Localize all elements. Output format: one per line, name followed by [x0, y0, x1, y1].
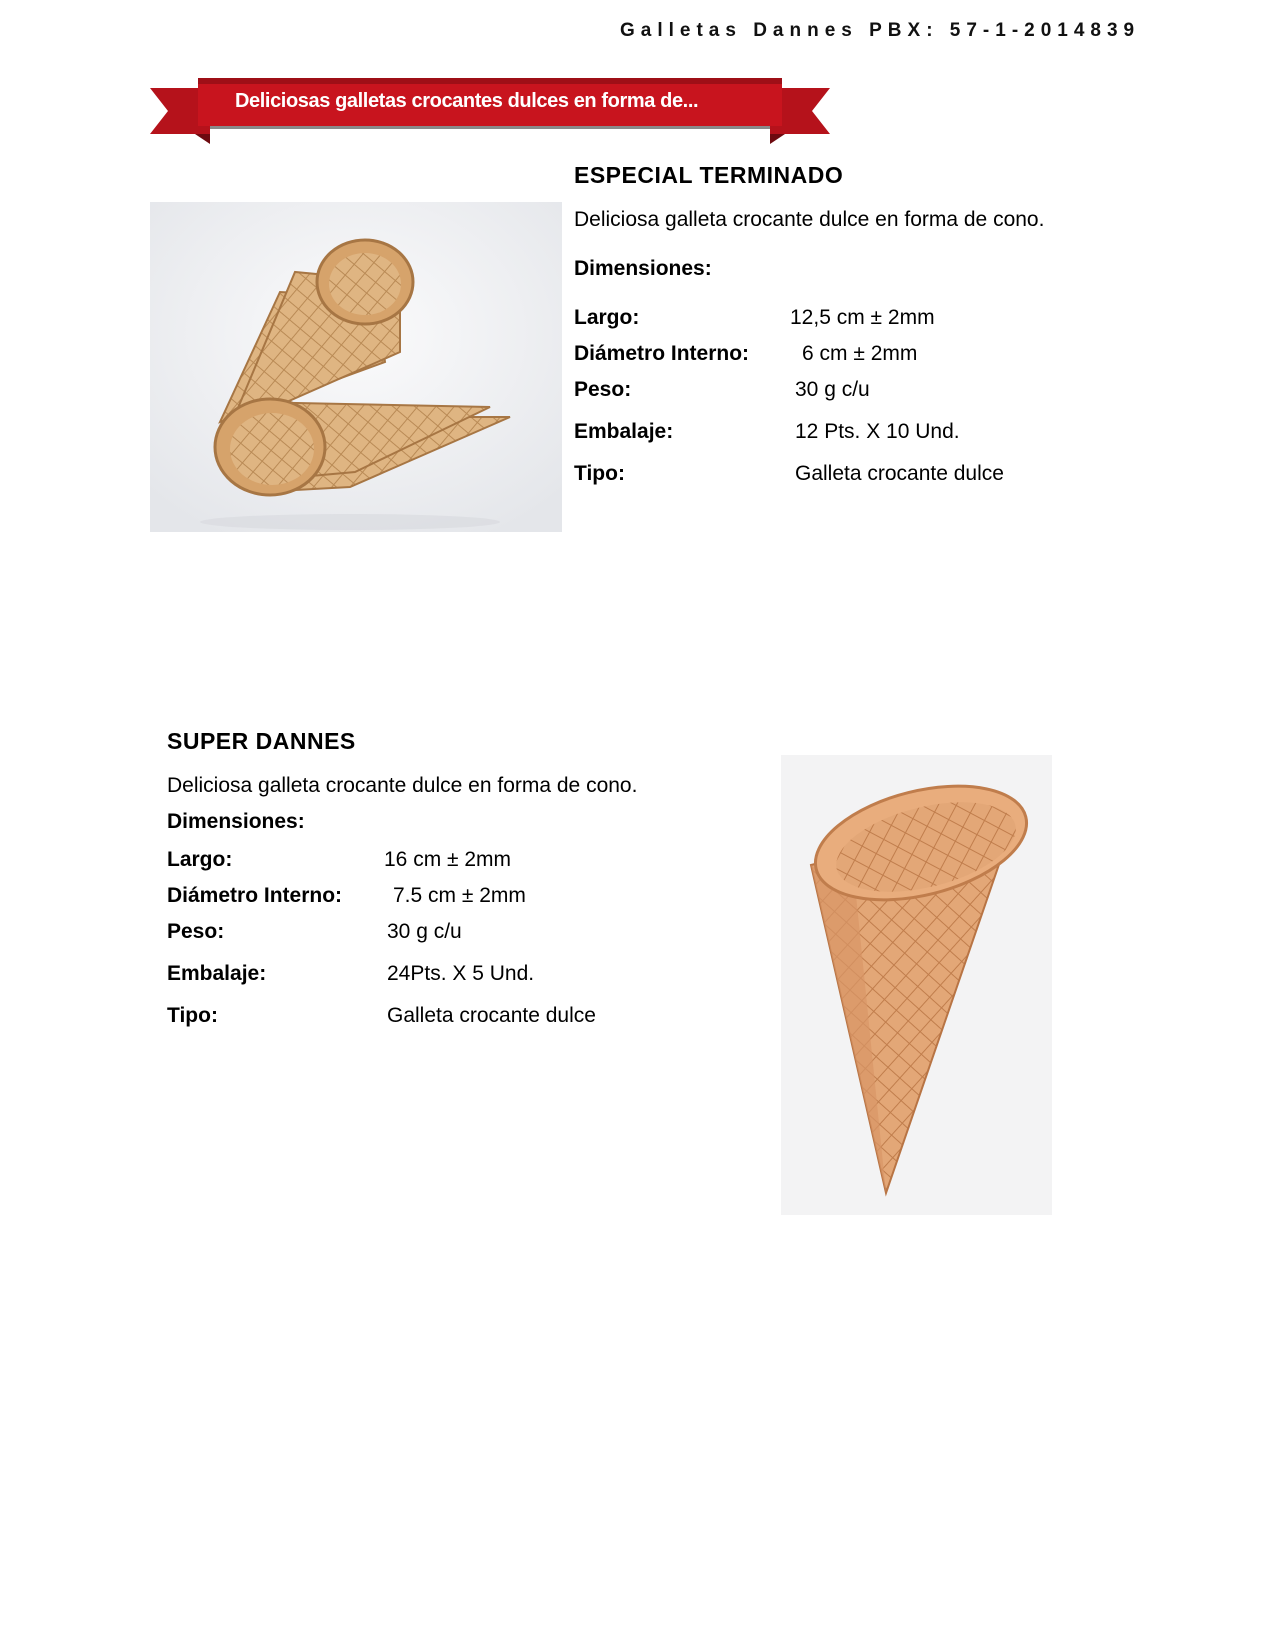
- spec-label-embalaje: Embalaje:: [574, 420, 674, 443]
- spec-value-peso-super: 30 g c/u: [387, 920, 462, 943]
- spec-label-largo: Largo:: [574, 306, 640, 329]
- title-banner: [150, 78, 830, 146]
- product-description-especial: Deliciosa galleta crocante dulce en forma de cono.: [574, 208, 1045, 231]
- spec-label-diametro-super: Diámetro Interno:: [167, 884, 343, 907]
- spec-value-peso: 30 g c/u: [795, 378, 870, 401]
- spec-label-tipo-super: Tipo:: [167, 1004, 218, 1027]
- banner-text: Deliciosas galletas crocantes dulces en forma de...: [235, 90, 699, 112]
- spec-label-embalaje-super: Embalaje:: [167, 962, 267, 985]
- spec-value-embalaje-super: 24Pts. X 5 Und.: [387, 962, 535, 985]
- spec-value-largo-super: 16 cm ± 2mm: [384, 848, 512, 871]
- spec-label-largo-super: Largo:: [167, 848, 233, 871]
- product-photo-especial: [150, 202, 562, 532]
- spec-value-diametro-super: 7.5 cm ± 2mm: [393, 884, 526, 907]
- spec-label-diametro: Diámetro Interno:: [574, 342, 750, 365]
- spec-value-tipo-super: Galleta crocante dulce: [387, 1004, 596, 1027]
- product-description-super: Deliciosa galleta crocante dulce en forma de cono.: [167, 774, 638, 797]
- product-title-especial: ESPECIAL TERMINADO: [574, 162, 844, 188]
- header-contact: Galletas Dannes PBX: 57-1-2014839: [620, 20, 1141, 41]
- spec-value-largo: 12,5 cm ± 2mm: [790, 306, 935, 329]
- spec-label-peso: Peso:: [574, 378, 632, 401]
- product-photo-super: [781, 755, 1052, 1215]
- spec-label-peso-super: Peso:: [167, 920, 225, 943]
- dimensions-label-especial: Dimensiones:: [574, 257, 712, 280]
- product-title-super: SUPER DANNES: [167, 728, 356, 754]
- dimensions-label-super: Dimensiones:: [167, 810, 305, 833]
- spec-value-diametro: 6 cm ± 2mm: [802, 342, 918, 365]
- spec-value-tipo: Galleta crocante dulce: [795, 462, 1004, 485]
- spec-value-embalaje: 12 Pts. X 10 Und.: [795, 420, 960, 443]
- spec-label-tipo: Tipo:: [574, 462, 625, 485]
